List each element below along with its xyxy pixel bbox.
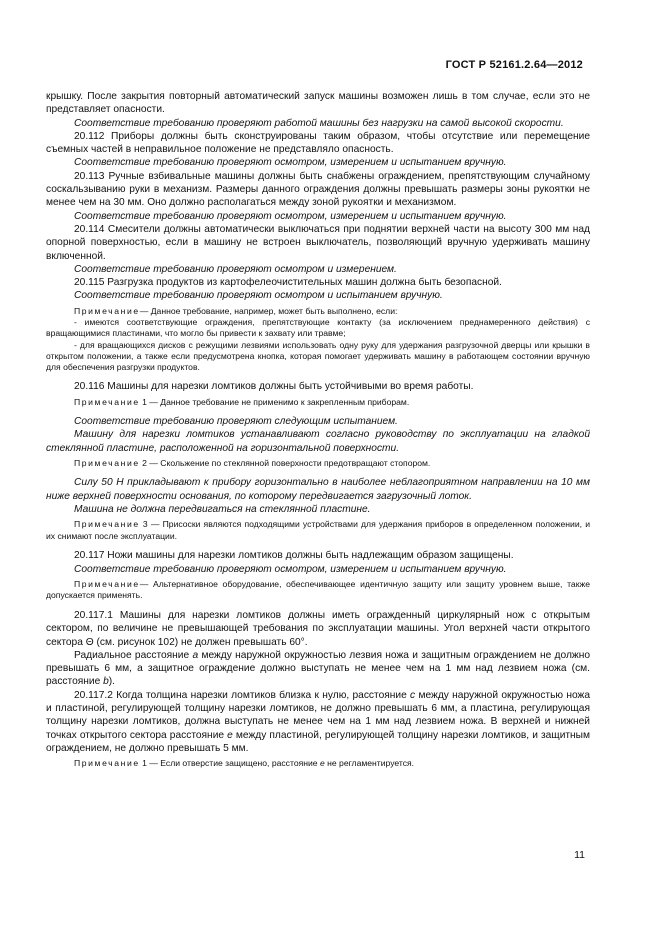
note-text: 1 — Данное требование не применимо к закрепленным приборам. [142, 396, 410, 407]
variable: е [227, 729, 233, 741]
clause-20-116: 20.116 Машины для нарезки ломтиков должны быть устойчивыми во время работы. [74, 381, 474, 393]
text-run: между наружной окружностью лезвия ножа и защитным ограждением не должно превышать 6 мм, а защитное ограждение должно выступать не менее чем на 1 мм над лезвием ножа (см. расстояние [46, 649, 590, 688]
note [46, 306, 590, 318]
clause-20-117-2 [46, 689, 590, 755]
note-label: Примечание [74, 519, 140, 530]
paragraph: крышку. После закрытия повторный автоматический запуск машины возможен лишь в том случае, если это не представляет опасности. [46, 91, 590, 116]
test-method: Соответствие требованию проверяют осмотром, измерением и испытанием вручную. [74, 157, 507, 169]
test-method: Соответствие требованию проверяют осмотром, измерением и испытанием вручную. [74, 210, 507, 222]
note [46, 458, 590, 470]
clause-20-117: 20.117 Ножи машины для нарезки ломтиков должны быть надлежащим образом защищены. [74, 550, 514, 562]
note-text: 3 — Присоски являются подходящими устройствами для удержания приборов в определенном положении, и их снимают после эксплуатации. [46, 519, 590, 541]
clause-20-117-1: 20.117.1 Машины для нарезки ломтиков должны иметь огражденный циркулярный нож с открытым сектором, по величине не превышающей требования по эксплуатации машины. Угол верхней части открытого сектора Θ (см. рисунок 102) не должен превышать 60°. [46, 609, 590, 648]
note-text: не регламентируется. [324, 758, 415, 769]
test-procedure: Силу 50 Н прикладывают к прибору горизонтально в наиболее неблагоприятном направлении на 10 мм ниже верхней поверхности основания, по которому передвигается загрузочный лоток. [46, 477, 590, 502]
note-label: Примечание [74, 758, 140, 769]
note-label: Примечание [74, 578, 140, 589]
note-label: Примечание [74, 457, 140, 468]
test-criterion: Машина не должна передвигаться на стеклянной пластине. [74, 504, 371, 516]
note-bullet: - для вращающихся дисков с режущими лезвиями использовать одну руку для удержания разгрузочной дверцы или крышки в открытом положении, а также если предусмотрена кнопка, которая помогает удерживать машину в работающем состоянии вручную для обеспечения разгрузки продуктов. [46, 339, 590, 373]
note [46, 519, 590, 542]
note-text: — Данное требование, например, может быть выполнено, если: [139, 305, 398, 316]
clause-20-113: 20.113 Ручные взбивальные машины должны быть снабжены ограждением, препятствующим случайному соскальзыванию руки в механизм. Размеры данного ограждения должны превышать размеры зоны рукоятки не менее чем на 30 мм. Оно должно располагаться между зоной рукоятки и механизмом. [46, 170, 590, 209]
note-label: Примечание [74, 305, 140, 316]
test-method: Соответствие требованию проверяют работой машины без нагрузки на самой высокой скорости. [74, 117, 564, 129]
text-run: 20.117.2 Когда толщина нарезки ломтиков близка к нулю, расстояние [74, 689, 411, 701]
variable: е [319, 758, 325, 769]
variable: с [410, 689, 416, 701]
page-body [46, 90, 590, 770]
variable: b [103, 676, 109, 688]
note-bullet: - имеются соответствующие ограждения, препятствующие контакту (за исключением преднамеренного действия) с вращающимися пластинами, что могло бы привести к захвату или травме; [46, 317, 590, 339]
clause-20-112: 20.112 Приборы должны быть сконструированы таким образом, чтобы отсутствие или перемещение съемных частей в неправильное положение не представляло опасность. [46, 130, 590, 156]
note [46, 397, 590, 409]
document-code: ГОСТ Р 52161.2.64—2012 [445, 59, 583, 71]
text-run: между пластиной, регулирующей толщину нарезки ломтиков, и защитным ограждением, не должно превышать 5 мм. [46, 729, 590, 754]
variable: а [192, 649, 199, 661]
test-method: Соответствие требованию проверяют осмотром, измерением и испытанием вручную. [74, 563, 507, 575]
text-run: между наружной окружностью ножа и пластиной, регулирующей толщину нарезки ломтиков, не должно превышать 6 мм, а пластина, регулирующая толщину нарезки ломтиков, должна выступать не менее чем на 1 мм над лезвием ножа. В верхней и нижней точках открытого сектора расстояние [46, 689, 590, 741]
paragraph [46, 649, 590, 689]
note [46, 579, 590, 602]
note-text: 1 — Если отверстие защищено, расстояние [142, 758, 320, 769]
test-method: Соответствие требованию проверяют осмотром и испытанием вручную. [74, 290, 443, 302]
test-procedure: Машину для нарезки ломтиков устанавливают согласно руководству по эксплуатации на гладкой стеклянной пластине, расположенной на горизонтальной поверхности. [46, 429, 590, 454]
clause-20-115: 20.115 Разгрузка продуктов из картофелеочистительных машин должна быть безопасной. [74, 277, 502, 289]
page-number: 11 [574, 849, 585, 861]
text-run: ). [108, 676, 115, 688]
test-method: Соответствие требованию проверяют следующим испытанием. [74, 416, 398, 428]
note-text: 2 — Скольжение по стеклянной поверхности предотвращают стопором. [142, 457, 431, 468]
note [46, 758, 590, 770]
test-method: Соответствие требованию проверяют осмотром и измерением. [74, 263, 397, 275]
clause-20-114: 20.114 Смесители должны автоматически выключаться при поднятии верхней части на высоту 300 мм над опорной поверхностью, если в машину не встроен выключатель, позволяющий вручную удерживать машину включенной. [46, 223, 590, 262]
text-run: Радиальное расстояние [74, 649, 193, 661]
note-text: — Альтернативное оборудование, обеспечивающее идентичную защиту или защиту уровнем выше, также допускается применять. [46, 578, 590, 601]
note-label: Примечание [74, 396, 140, 407]
